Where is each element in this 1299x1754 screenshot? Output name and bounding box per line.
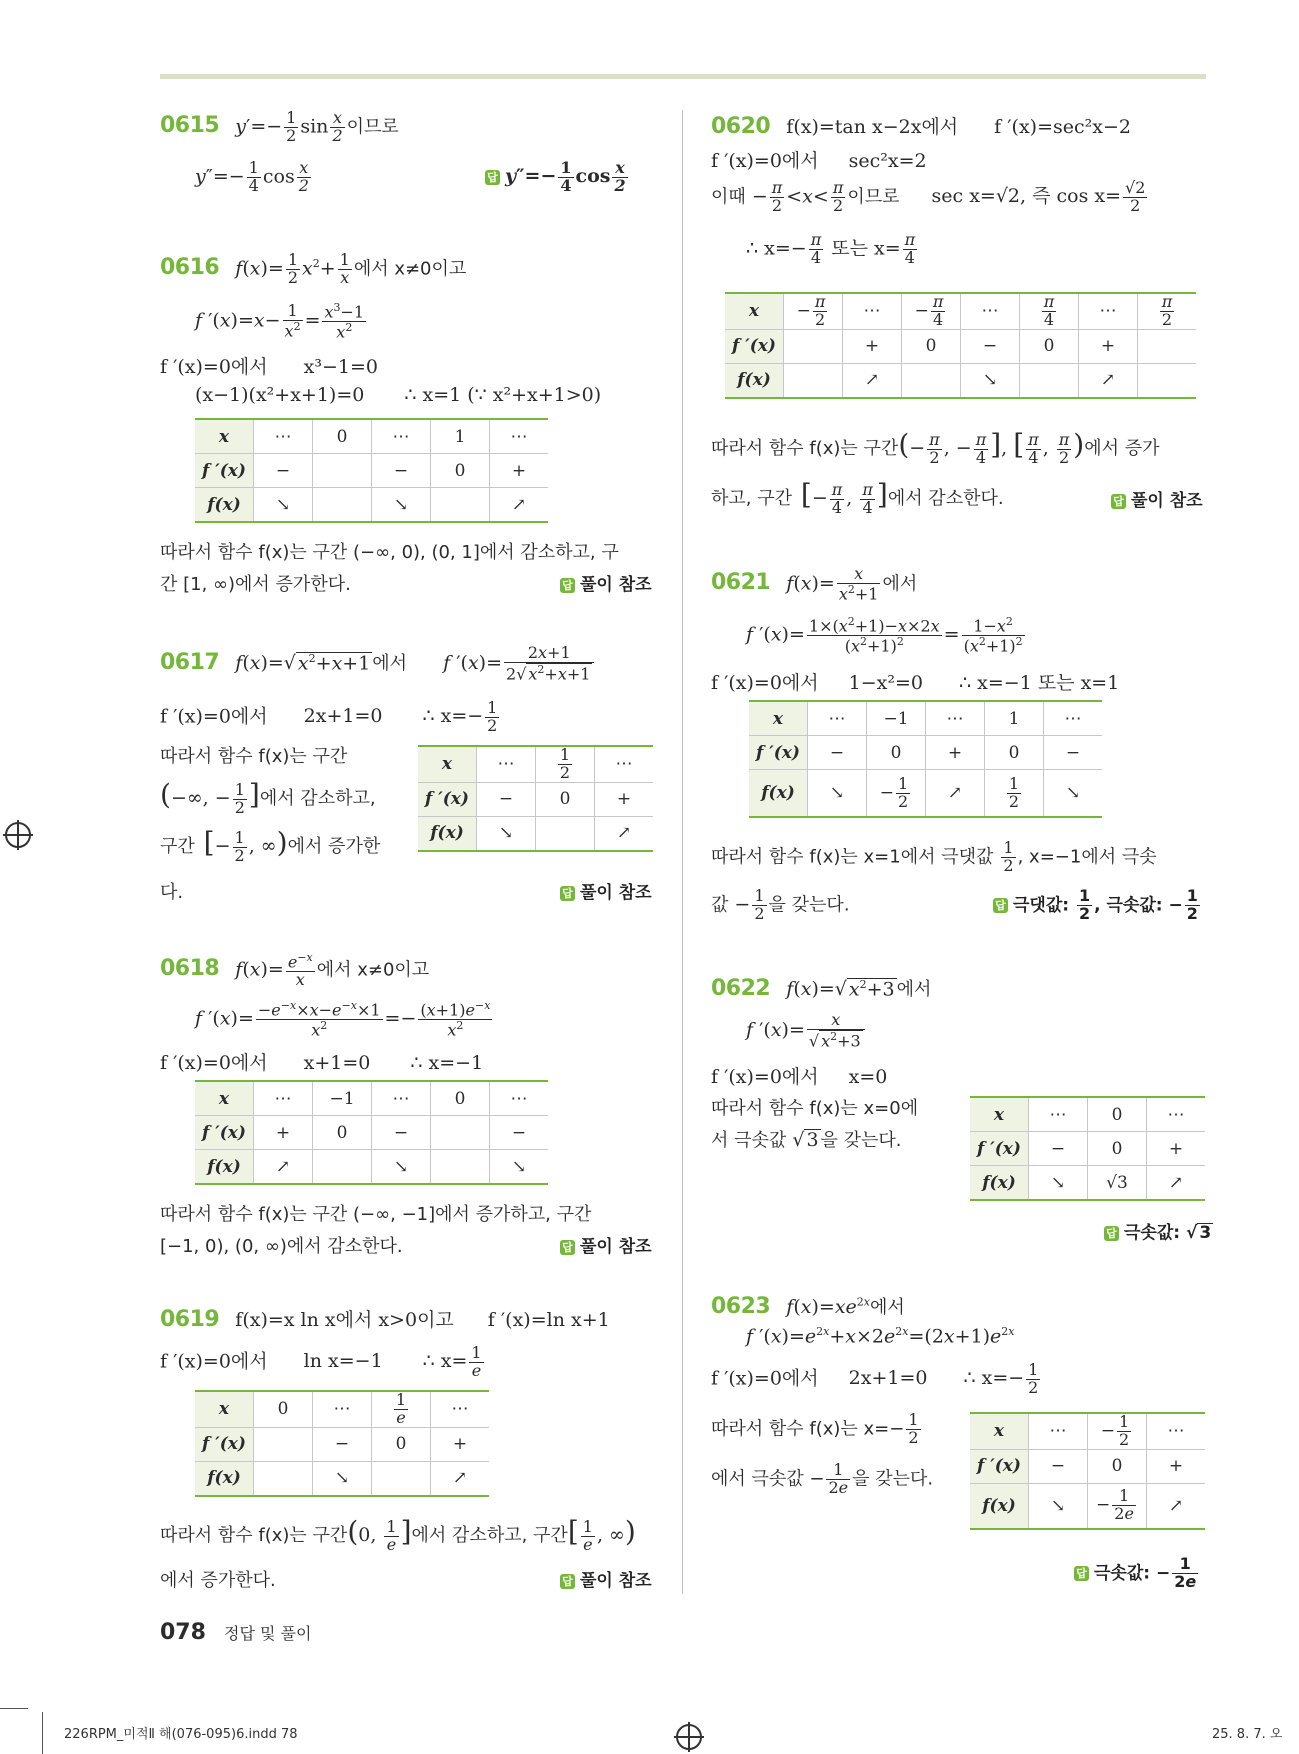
- problem-0622-line2: f ′(x)= $\frac{x}{√ x^2+3}$: [746, 1012, 867, 1050]
- crop-mark: [0, 1708, 28, 1709]
- problem-0622-line1: 0622 f(x)=√ $x^2+3$ 에서: [711, 976, 932, 1001]
- problem-0617-line1: 0617 f(x)=√ $x^2+x+1$ 에서 f ′(x)= $\frac{2x+1}{2√ x^2+x+1}$: [160, 645, 596, 683]
- problem-0621-line1: 0621 f(x)= $\frac{x}{x^2+1}$ 에서: [711, 564, 918, 604]
- problem-0616-conclusion1: 따라서 함수 f(x)는 구간 (−∞, 0), (0, 1]에서 감소하고, 구: [160, 542, 619, 563]
- answer-0623: 답 극솟값: − $\frac{1}{2e}$: [1074, 1556, 1200, 1591]
- problem-0618-conclusion1: 따라서 함수 f(x)는 구간 (−∞, −1]에서 증가하고, 구간: [160, 1204, 592, 1225]
- table-0623: x ⋯ − $\frac{1}{2}$ ⋯ f ′(x) − 0 + f(x) ↘ − $\frac{1}{2e}$ ↗: [970, 1412, 1205, 1530]
- problem-0619-conclusion1: 따라서 함수 f(x)는 구간(0, $\frac{1}{e}$ ]에서 감소하고, 구간[ $\frac{1}{e}$ , ∞): [160, 1515, 636, 1554]
- problem-0621-conclusion1: 따라서 함수 f(x)는 x=1에서 극댓값 $\frac{1}{2}$ , x=−1에서 극솟: [711, 838, 1157, 875]
- answer-0616: 답 풀이 참조: [560, 570, 652, 595]
- problem-0617-line2: f ′(x)=0에서 2x+1=0 ∴ x=− $\frac{1}{2}$: [160, 698, 498, 735]
- date-info: 25. 8. 7. 오: [1212, 1727, 1283, 1742]
- problem-0616-line1: 0616 f(x)= $\frac{1}{2}$ $x^2+$ $\frac{1}{x}$ 에서 x≠0이고: [160, 250, 467, 287]
- problem-0622-conclusion2: 서 극솟값 √ 3 을 갖는다.: [711, 1129, 902, 1151]
- problem-0620-line3: 이때 − $\frac{\pi}{2}$ <x< $\frac{\pi}{2}$ 이므로 sec x=√2, 즉 cos x= $\frac{√2}{2}$: [711, 178, 1146, 215]
- top-rule: [160, 74, 1206, 79]
- table-0617: x ⋯ $\frac{1}{2}$ ⋯ f ′(x) − 0 + f(x) ↘ ↗: [418, 745, 653, 852]
- problem-0623-conclusion1: 따라서 함수 f(x)는 x=− $\frac{1}{2}$: [711, 1410, 919, 1447]
- problem-0618-line1: 0618 f(x)= $\frac{e^{-x}}{x}$ 에서 x≠0이고: [160, 951, 430, 990]
- problem-0620-line2: f ′(x)=0에서 sec²x=2: [711, 150, 927, 172]
- problem-0620-conclusion1: 따라서 함수 f(x)는 구간(− $\frac{\pi}{2}$ , − $\frac{\pi}{4}$ ], [ $\frac{\pi}{4}$ , $\frac{\pi}{2}$ )에서 증가: [711, 428, 1160, 467]
- problem-number: 0615: [160, 113, 220, 139]
- problem-0617-conclusion1: 따라서 함수 f(x)는 구간: [160, 746, 348, 767]
- problem-0616-conclusion2: 간 [1, ∞)에서 증가한다.: [160, 574, 351, 595]
- file-info: 226RPM_미적Ⅱ 해(076-095)6.indd 78: [64, 1727, 298, 1742]
- registration-mark-bottom: [676, 1724, 702, 1750]
- problem-0620-conclusion2: 하고, 구간 [− $\frac{\pi}{4}$ , $\frac{\pi}{4}$ ]에서 감소한다.: [711, 478, 1004, 517]
- problem-0620-line4: ∴ x=− $\frac{\pi}{4}$ 또는 x= $\frac{\pi}{4}$: [746, 230, 916, 267]
- table-0622: x ⋯ 0 ⋯ f ′(x) − 0 + f(x) ↘ √3 ↗: [970, 1096, 1205, 1201]
- problem-0617-conclusion4: 다.: [160, 882, 184, 903]
- problem-0620-line1: 0620 f(x)=tan x−2x에서 f ′(x)=sec²x−2: [711, 114, 1131, 139]
- problem-0623-line1: 0623 $f(x)=xe^{2x}$에서: [711, 1294, 905, 1319]
- table-0620: x − $\frac{\pi}{2}$ ⋯ − $\frac{\pi}{4}$ ⋯ $\frac{\pi}{4}$ ⋯ $\frac{\pi}{2}$ f ′(x) + 0 − 0 + f(x) ↗ ↘ ↗: [725, 292, 1196, 399]
- problem-0617-conclusion2: (−∞, − $\frac{1}{2}$ ]에서 감소하고,: [160, 778, 376, 817]
- page-label: 정답 및 풀이: [223, 1624, 312, 1643]
- crop-mark: [42, 1712, 43, 1754]
- problem-0623-line3: f ′(x)=0에서 2x+1=0 ∴ x=− $\frac{1}{2}$: [711, 1360, 1039, 1397]
- problem-0615-line2: y″=− $\frac{1}{4}$ cos $\frac{x}{2}$: [195, 158, 309, 195]
- answer-0615: 답 y″=− $\frac{1}{4}$ cos $\frac{x}{2}$: [485, 160, 630, 195]
- problem-0616-line4: (x−1)(x²+x+1)=0 ∴ x=1 (∵ x²+x+1>0): [195, 384, 602, 406]
- problem-0616-line3: f ′(x)=0에서 x³−1=0: [160, 356, 379, 378]
- answer-0621: 답 극댓값: $\frac{1}{2}$ , 극솟값: − $\frac{1}{2}$: [993, 888, 1202, 923]
- problem-0618-line3: f ′(x)=0에서 x+1=0 ∴ x=−1: [160, 1052, 484, 1074]
- problem-0623-line2: f $'(x)=e^{2x}+x\times 2e^{2x}=(2x+1)e^{2x}$: [746, 1325, 1015, 1348]
- problem-0619-conclusion2: 에서 증가한다.: [160, 1570, 276, 1591]
- problem-0621-line3: f ′(x)=0에서 1−x²=0 ∴ x=−1 또는 x=1: [711, 672, 1120, 694]
- page-number: 078: [160, 1620, 206, 1645]
- problem-0621-line2: f ′(x)= $\frac{1\times(x^2+1)-x\times 2x}{(x^2+1)^2}$ = $\frac{1-x^2}{(x^2+1)^2}$: [746, 615, 1023, 656]
- problem-0616-line2: f ′(x)=x− $\frac{1}{x^2}$ = $\frac{x^3-1}{x^2}$: [195, 301, 365, 342]
- page-footer: [160, 1620, 311, 1645]
- problem-0619-line1: 0619 f(x)=x ln x에서 x>0이고 f ′(x)=ln x+1: [160, 1307, 610, 1332]
- table-0618: x ⋯ −1 ⋯ 0 ⋯ f ′(x) + 0 − − f(x) ↗ ↘ ↘: [195, 1080, 548, 1185]
- problem-0617-conclusion3: 구간 [− $\frac{1}{2}$ , ∞)에서 증가한: [160, 826, 381, 865]
- answer-0619: 답 풀이 참조: [560, 1566, 652, 1591]
- answer-0622: 답 극솟값: √ 3: [1104, 1218, 1213, 1243]
- answer-0618: 답 풀이 참조: [560, 1232, 652, 1257]
- problem-0622-line3: f ′(x)=0에서 x=0: [711, 1066, 888, 1088]
- problem-0618-line2: f ′(x)= $\frac{-e^{-x}\times x-e^{-x}\times 1}{x^2}$ =− $\frac{(x+1)e^{-x}}{x^2}$: [195, 999, 491, 1040]
- column-divider: [682, 110, 683, 1594]
- answer-0620: 답 풀이 참조: [1111, 486, 1203, 511]
- table-0616: x ⋯ 0 ⋯ 1 ⋯ f ′(x) − − 0 + f(x) ↘ ↘ ↗: [195, 418, 548, 523]
- answer-0617: 답 풀이 참조: [560, 878, 652, 903]
- problem-0623-conclusion2: 에서 극솟값 − $\frac{1}{2e}$ 을 갖는다.: [711, 1460, 934, 1497]
- table-0619: x 0 ⋯ $\frac{1}{e}$ ⋯ f ′(x) − 0 + f(x) ↘ ↗: [195, 1390, 489, 1497]
- problem-0622-conclusion1: 따라서 함수 f(x)는 x=0에: [711, 1098, 919, 1119]
- registration-mark-left: [5, 822, 31, 848]
- table-0621: x ⋯ −1 ⋯ 1 ⋯ f ′(x) − 0 + 0 − f(x) ↘ − $\frac{1}{2}$ ↗ $\frac{1}{2}$ ↘: [749, 700, 1102, 818]
- problem-0621-conclusion2: 값 − $\frac{1}{2}$ 을 갖는다.: [711, 886, 850, 923]
- problem-0618-conclusion2: [−1, 0), (0, ∞)에서 감소한다.: [160, 1236, 403, 1257]
- problem-0615-line1: 0615 y′=− $\frac{1}{2}$ sin $\frac{x}{2}$ 이므로: [160, 108, 399, 145]
- problem-0619-line2: f ′(x)=0에서 ln x=−1 ∴ x= $\frac{1}{e}$: [160, 1343, 482, 1380]
